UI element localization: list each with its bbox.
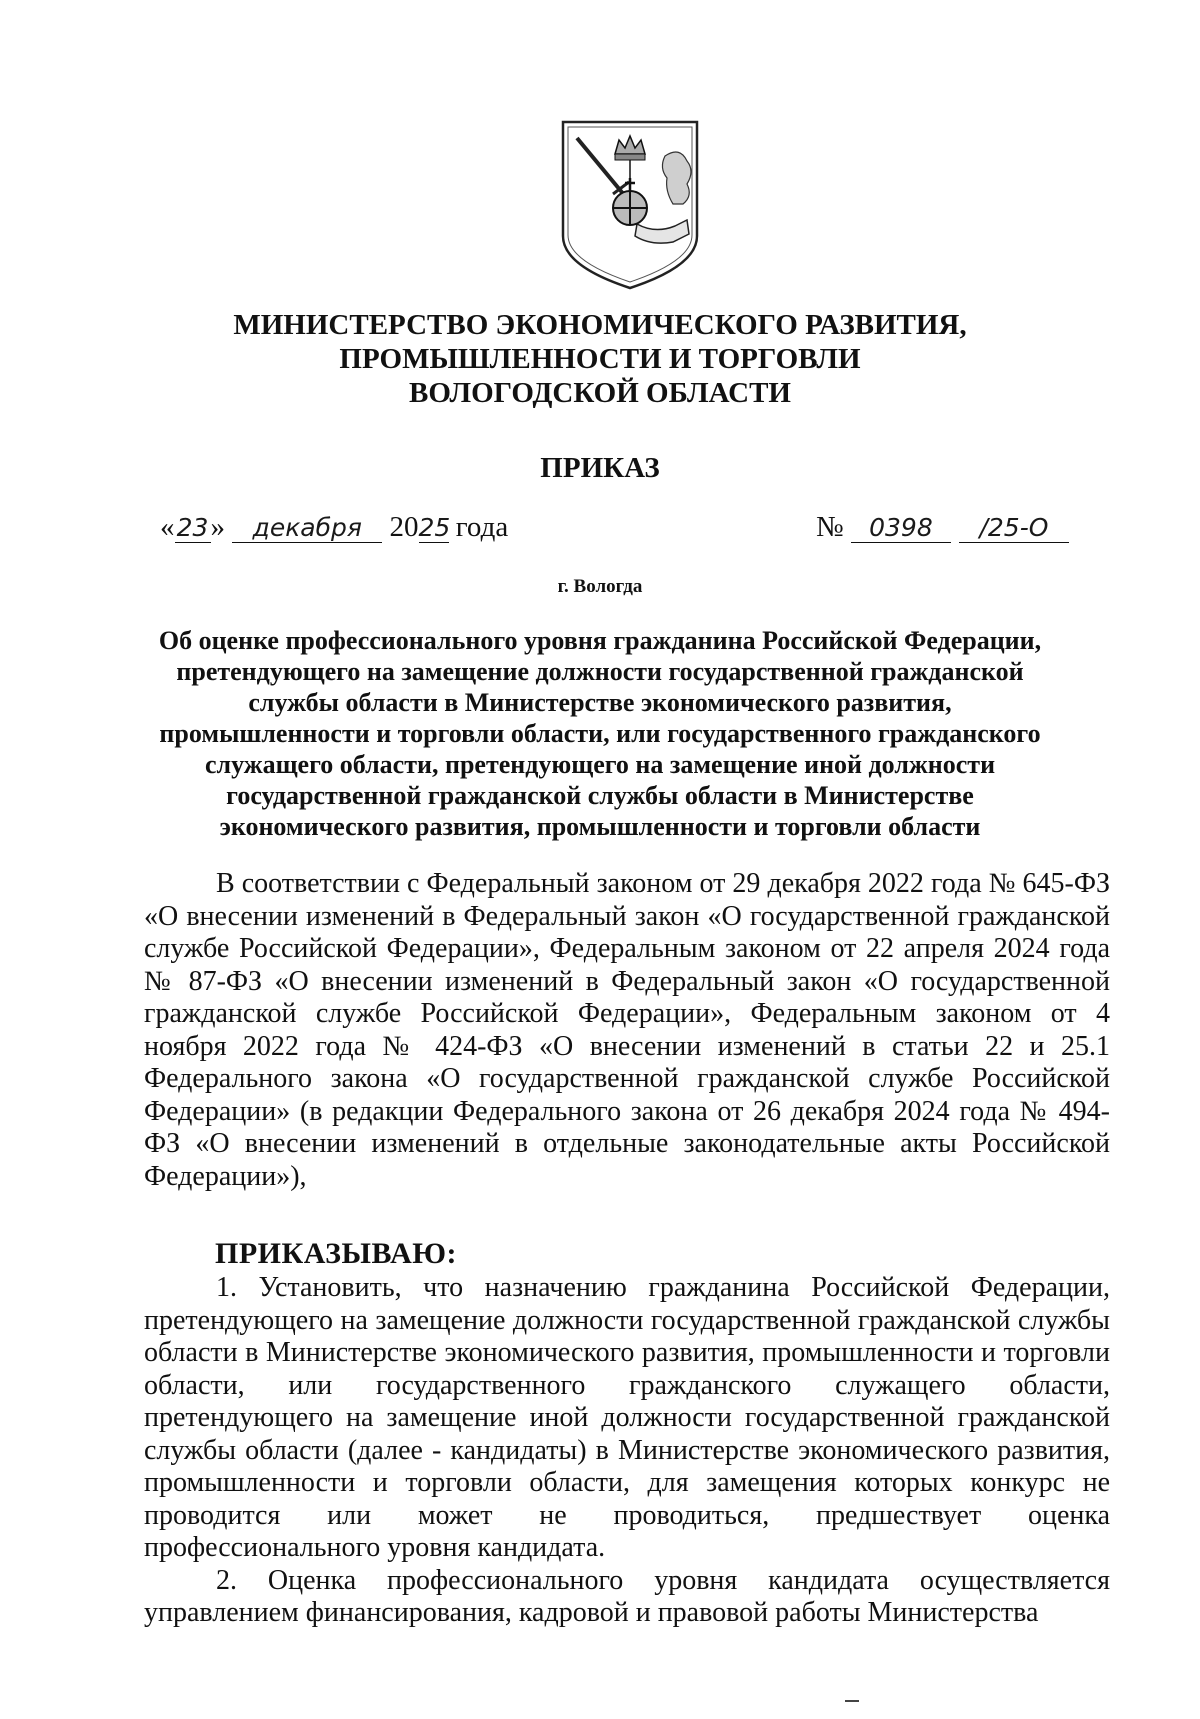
number-part-2: /25-О xyxy=(959,514,1069,543)
date-year-suffix: 25 xyxy=(418,513,451,542)
preamble-paragraph: В соответствии с Федеральный законом от 29 декабря 2022 года № 645-ФЗ «О внесении изменений в Федеральный закон «О государственной гражданской службе Российской Федерации», Федеральным законом от 22 апреля 2024 года № 87-ФЗ «О внесении изменений в Федеральный закон «О государственной гражданской службе Российской Федерации», Федеральным законом от 4 ноября 2022 года № 424-ФЗ «О внесении изменений в статьи 22 и 25.1 Федерального закона «О государственной гражданской службе Российской Федерации» (в редакции Федерального закона от 26 декабря 2024 года № 494-ФЗ «О внесении изменений в отдельные законодательные акты Российской Федерации»), xyxy=(144,868,1110,1192)
title-line-6: государственной гражданской службы области в Министерстве xyxy=(226,781,974,810)
preamble xyxy=(144,868,1110,1193)
title-line-7: экономического развития, промышленности и торговли области xyxy=(219,812,981,841)
number-sign: № xyxy=(816,511,844,543)
date-open-quote: « xyxy=(160,511,175,543)
title-line-5: служащего области, претендующего на замещение иной должности xyxy=(204,750,996,779)
title-line-4: промышленности и торговли области, или государственного гражданского xyxy=(159,719,1041,748)
date-year-prefix: 20 xyxy=(389,511,419,543)
date-day: 23 xyxy=(175,514,211,543)
document-number xyxy=(816,511,1069,544)
page-mark xyxy=(845,1700,859,1702)
number-part-1: 0398 xyxy=(851,514,951,543)
order-word: ПРИКАЗЫВАЮ: xyxy=(215,1237,458,1270)
ministry-name-line-2: ПРОМЫШЛЕННОСТИ И ТОРГОВЛИ xyxy=(339,343,861,375)
date-year-word: года xyxy=(455,511,509,543)
document-type: ПРИКАЗ xyxy=(540,452,660,484)
ministry-name-line-3: ВОЛОГОДСКОЙ ОБЛАСТИ xyxy=(409,377,791,409)
city: г. Вологда xyxy=(557,576,643,597)
date-month: декабря xyxy=(232,514,382,543)
order-item-2: 2. Оценка профессионального уровня кандидата осуществляется управлением финансирования, кадровой и правовой работы Министерства xyxy=(144,1564,1110,1628)
ministry-name-line-1: МИНИСТЕРСТВО ЭКОНОМИЧЕСКОГО РАЗВИТИЯ, xyxy=(233,309,967,341)
order-item-1: 1. Установить, что назначению гражданина Российской Федерации, претендующего на замещение должности государственной гражданской службы области в Министерстве экономического развития, промышленности и торговли области, или государственного гражданского служащего области, претендующего на замещение иной должности государственной гражданской службы области (далее - кандидаты) в Министерстве экономического развития, промышленности и торговли области, для замещения которых конкурс не проводится или может не проводиться, предшествует оценка профессионального уровня кандидата. xyxy=(144,1272,1110,1563)
title-line-2: претендующего на замещение должности государственной гражданской xyxy=(176,657,1024,686)
date-close-quote: » xyxy=(210,511,225,543)
date-line xyxy=(160,511,508,544)
title-line-1: Об оценке профессионального уровня гражданина Российской Федерации, xyxy=(158,626,1042,655)
order-items xyxy=(144,1272,1110,1630)
title-line-3: службы области в Министерстве экономического развития, xyxy=(248,688,952,717)
coat-of-arms-emblem xyxy=(555,116,705,294)
